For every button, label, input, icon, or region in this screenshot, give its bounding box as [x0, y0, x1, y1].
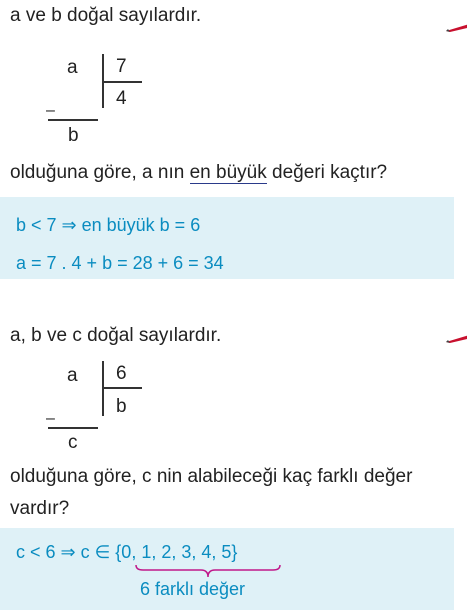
minus-sign: – — [46, 410, 55, 427]
solution-box-1 — [0, 197, 454, 279]
solution1-line2: a = 7 . 4 + b = 28 + 6 = 34 — [16, 253, 224, 273]
problem1-intro: a ve b doğal sayılardır. — [10, 5, 202, 26]
remainder: c — [68, 432, 78, 453]
quotient: b — [116, 396, 127, 417]
curly-brace — [135, 564, 281, 578]
divisor: 7 — [116, 56, 127, 77]
minus-sign: – — [46, 102, 55, 119]
solution2-line1: c < 6 ⇒ c ∈ {0, 1, 2, 3, 4, 5} — [16, 542, 238, 562]
brace-label: 6 farklı değer — [140, 579, 246, 599]
problem2-intro: a, b ve c doğal sayılardır. — [10, 325, 222, 346]
problem1-question: olduğuna göre, a nın en büyük değeri kaçtır? — [10, 162, 388, 183]
divisor: 6 — [116, 363, 127, 384]
solution1-line1: b < 7 ⇒ en büyük b = 6 — [16, 215, 201, 235]
pencil-icon — [446, 333, 467, 343]
problem2-question-line2: vardır? — [10, 498, 70, 519]
quotient: 4 — [116, 88, 127, 109]
problem2-question-line1: olduğuna göre, c nin alabileceği kaç farklı değer — [10, 466, 413, 487]
remainder: b — [68, 125, 79, 146]
dividend-a: a — [67, 365, 78, 386]
solution-box-2 — [0, 528, 454, 610]
pencil-icon — [446, 22, 467, 32]
underlined-phrase: en büyük — [189, 162, 267, 183]
dividend-a: a — [67, 57, 78, 78]
